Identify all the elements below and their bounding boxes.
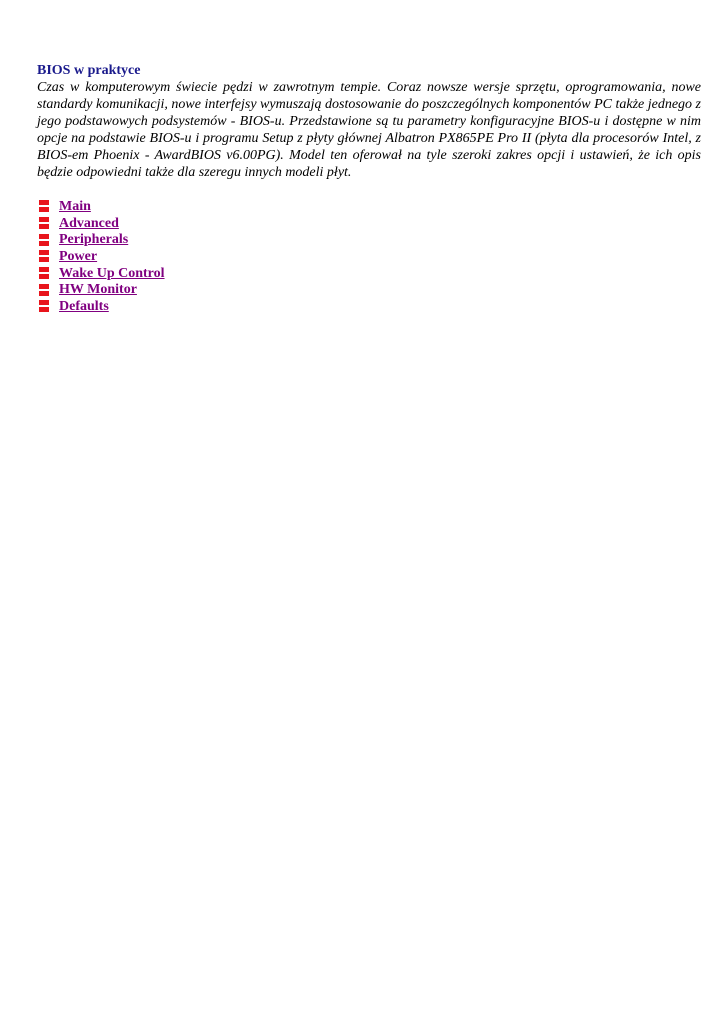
red-document-icon	[37, 266, 51, 280]
link-defaults[interactable]: Defaults	[59, 298, 109, 314]
list-item	[37, 248, 701, 265]
list-item	[37, 298, 701, 315]
link-wake-up-control[interactable]: Wake Up Control	[59, 265, 165, 281]
document-page	[37, 62, 701, 315]
red-document-icon	[37, 199, 51, 213]
red-document-icon	[37, 249, 51, 263]
list-item	[37, 198, 701, 215]
list-item	[37, 281, 701, 298]
red-document-icon	[37, 283, 51, 297]
list-item	[37, 265, 701, 282]
list-item	[37, 231, 701, 248]
link-main[interactable]: Main	[59, 198, 91, 214]
section-link-list	[37, 198, 701, 315]
intro-paragraph: Czas w komputerowym świecie pędzi w zawrotnym tempie. Coraz nowsze wersje sprzętu, oprogramowania, nowe standardy komunikacji, nowe interfejsy wymuszają dostosowanie do poszczególnych komponentów PC także jednego z jego podstawowych podsystemów - BIOS-u. Przedstawione są tu parametry konfiguracyjne BIOS-u i dostępne w nim opcje na podstawie BIOS-u i programu Setup z płyty głównej Albatron PX865PE Pro II (płyta dla procesorów Intel, z BIOS-em Phoenix - AwardBIOS v6.00PG). Model ten oferował na tyle szeroki zakres opcji i ustawień, że ich opis będzie odpowiedni także dla szeregu innych modeli płyt.	[37, 80, 702, 180]
link-peripherals[interactable]: Peripherals	[59, 232, 129, 248]
red-document-icon	[37, 299, 51, 313]
red-document-icon	[37, 233, 51, 247]
document-title: BIOS w praktyce	[37, 63, 141, 78]
red-document-icon	[37, 216, 51, 230]
link-advanced[interactable]: Advanced	[59, 215, 119, 231]
link-hw-monitor[interactable]: HW Monitor	[59, 282, 137, 298]
link-power[interactable]: Power	[59, 248, 98, 264]
list-item	[37, 215, 701, 232]
